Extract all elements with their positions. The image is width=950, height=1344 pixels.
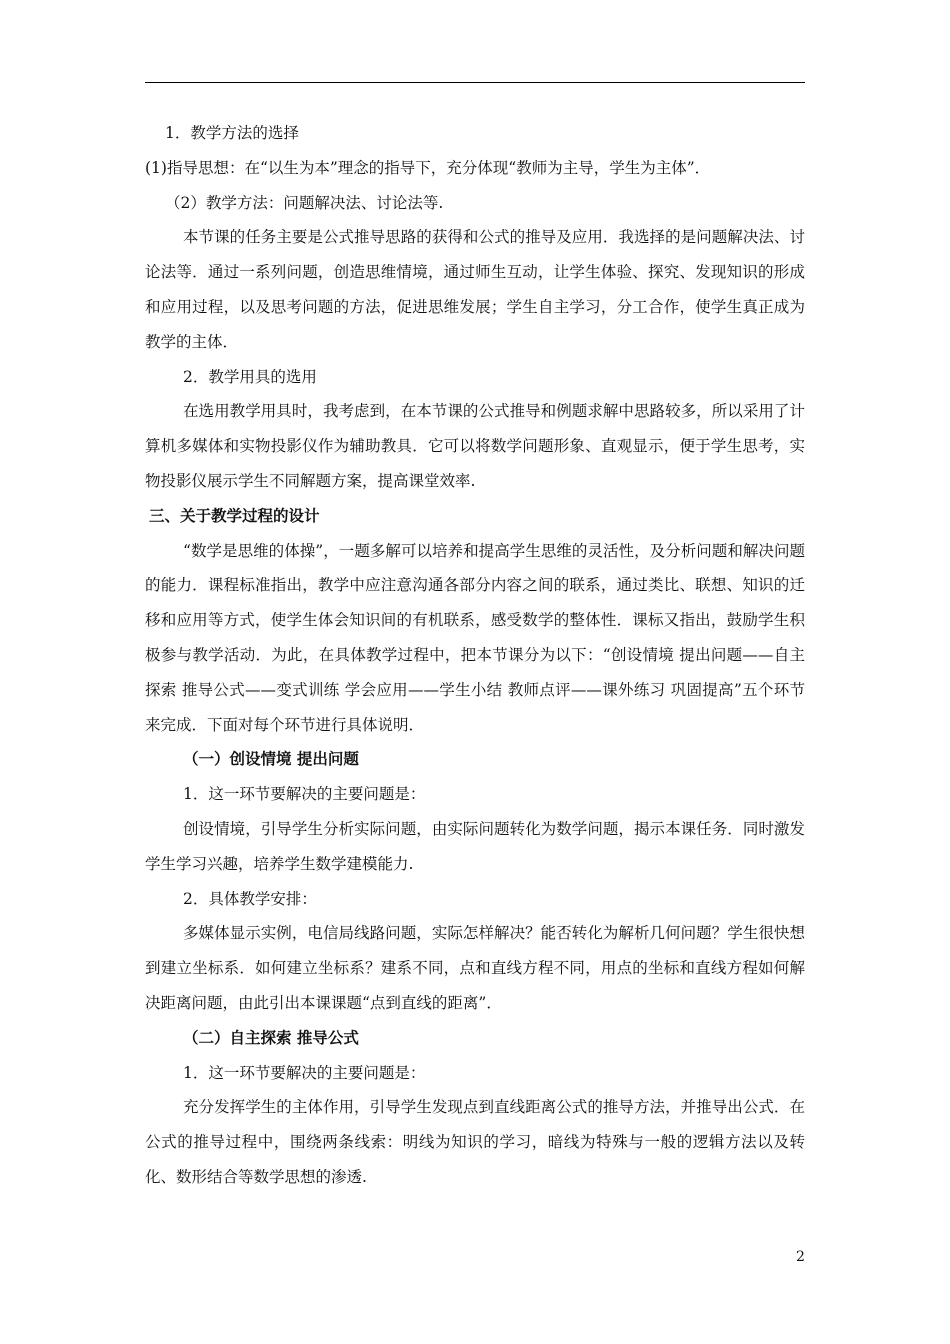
list-heading-main-problem-2: 1．这一环节要解决的主要问题是：	[183, 1063, 426, 1082]
paragraph-explore-derive: 充分发挥学生的主体作用，引导学生发现点到直线距离公式的推导方法，并推导出公式．在公式的推导过程中，围绕两条线索：明线为知识的学习，暗线为特殊与一般的逻辑方法以及转化、数形结合等数学思想的渗透.	[145, 1098, 805, 1186]
subsection-heading-create-situation: （一）创设情境 提出问题	[183, 749, 359, 769]
section-heading-process-design: 三、关于教学过程的设计	[149, 505, 320, 525]
list-heading-teaching-tools: 2．教学用具的选用	[183, 367, 317, 386]
paragraph-create-situation: 创设情境，引导学生分析实际问题，由实际问题转化为数学问题，揭示本课任务．同时激发学生学习兴趣，培养学生数学建模能力.	[145, 819, 805, 873]
paragraph-process-design: “数学是思维的体操”，一题多解可以培养和提高学生思维的灵活性，及分析问题和解决问题的能力．课程标准指出，教学中应注意沟通各部分内容之间的联系，通过类比、联想、知识的迁移和应用等方式，使学生体会知识间的有机联系，感受数学的整体性．课标又指出，鼓励学生积极参与教学活动．为此，在具体教学过程中，把本节课分为以下：“创设情境 提出问题——自主探索 推导公式——变式训练 学会应用——学生小结 教师点评——课外练习 巩固提高”五个环节来完成．下面对每个环节进行具体说明．	[145, 541, 805, 734]
list-heading-arrangement: 2．具体教学安排：	[183, 889, 317, 908]
paragraph-lesson-task: 本节课的任务主要是公式推导思路的获得和公式的推导及应用．我选择的是问题解决法、讨论法等．通过一系列问题，创造思维情境，通过师生互动，让学生体验、探究、发现知识的形成和应用过程，以及思考问题的方法，促进思维发展；学生自主学习，分工合作，使学生真正成为教学的主体．	[145, 228, 805, 351]
list-heading-teaching-method: 1．教学方法的选择	[165, 124, 299, 142]
page-number: 2	[796, 1249, 805, 1265]
paragraph-guiding-idea: (1)指导思想：在“以生为本”理念的指导下，充分体现“教师为主导，学生为主体”．	[145, 158, 711, 177]
list-heading-main-problem-1: 1．这一环节要解决的主要问题是：	[183, 785, 426, 804]
document-body	[145, 116, 805, 1195]
subsection-heading-explore-derive: （二）自主探索 推导公式	[183, 1027, 359, 1047]
paragraph-teaching-method: （2）教学方法：问题解决法、讨论法等.	[165, 193, 444, 212]
paragraph-arrangement: 多媒体显示实例，电信局线路问题，实际怎样解决？能否转化为解析几何问题？学生很快想到建立坐标系．如何建立坐标系？建系不同，点和直线方程不同，用点的坐标和直线方程如何解决距离问题，由此引出本课课题“点到直线的距离”．	[145, 924, 805, 1012]
header-rule	[145, 82, 805, 83]
paragraph-teaching-tools: 在选用教学用具时，我考虑到，在本节课的公式推导和例题求解中思路较多，所以采用了计算机多媒体和实物投影仪作为辅助教具．它可以将数学问题形象、直观显示，便于学生思考，实物投影仪展示学生不同解题方案，提高课堂效率.	[145, 402, 805, 490]
